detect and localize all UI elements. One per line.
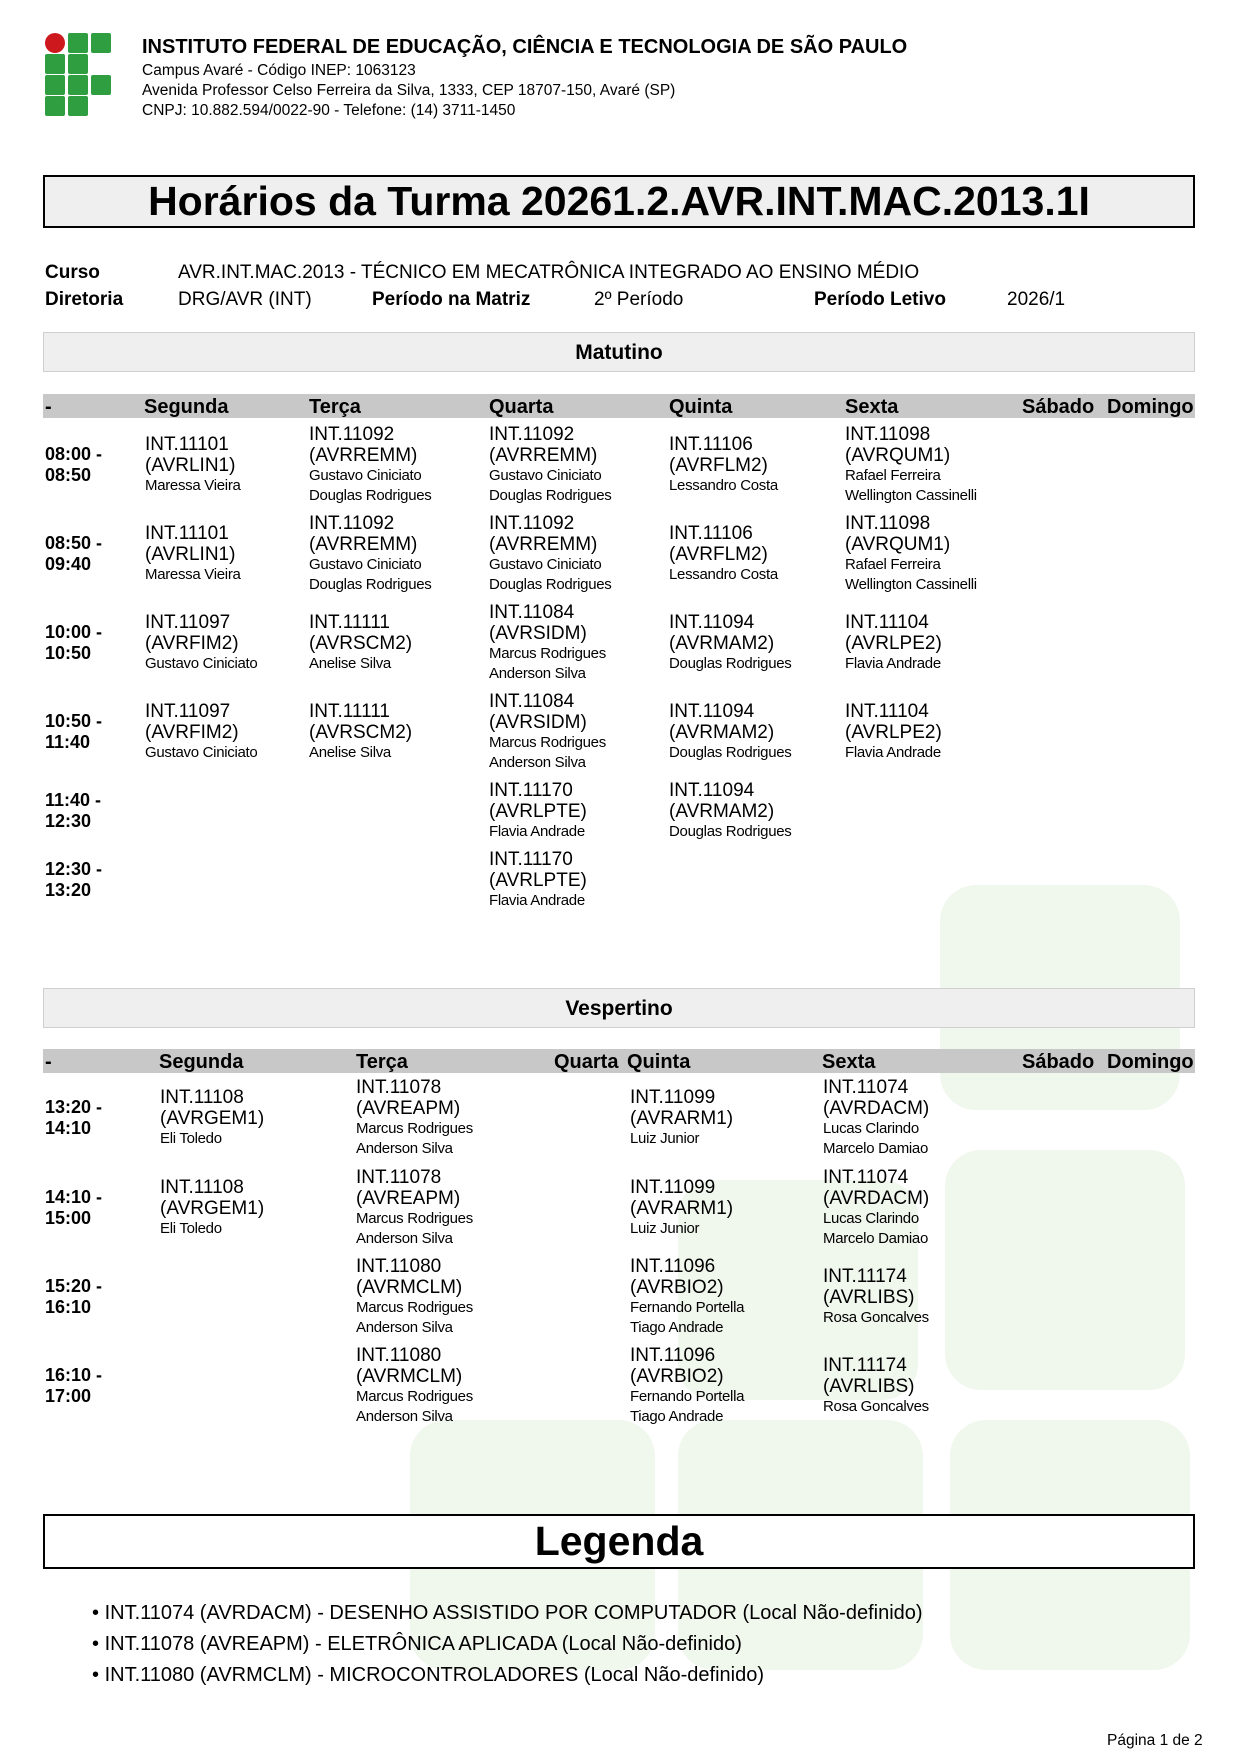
subject-group: (AVRREMM) [489,445,598,466]
teacher-name: Lessandro Costa [669,477,778,494]
teacher-name: Gustavo Ciniciato [145,744,258,761]
subject-code: INT.11097 [145,701,231,722]
teacher-name: Rafael Ferreira [845,467,941,484]
teacher-name: Douglas Rodrigues [309,487,432,504]
subject-code: INT.11074 [823,1167,909,1188]
subject-group: (AVRSCM2) [309,722,413,743]
class-slot [145,612,257,674]
subject-code: INT.11096 [630,1345,716,1366]
teacher-name: Anderson Silva [356,1408,453,1425]
time-slot: 10:00 - 10:50 [45,622,103,663]
matutino-title: Matutino [43,332,1195,372]
legend-item: • INT.11078 (AVREAPM) - ELETRÔNICA APLICADA (Local Não-definido) [92,1633,742,1655]
class-slot [489,513,611,595]
time-slot: 14:10 - 15:00 [45,1187,103,1228]
subject-group: (AVRFLM2) [669,544,768,565]
header-cell: Sexta [822,1051,876,1073]
subject-group: (AVRQUM1) [845,445,951,466]
teacher-name: Douglas Rodrigues [489,487,612,504]
class-slot [669,434,778,496]
header-cell: Quinta [627,1051,691,1073]
curso-value: AVR.INT.MAC.2013 - TÉCNICO EM MECATRÔNICA INTEGRADO AO ENSINO MÉDIO [178,262,920,283]
address-line: Avenida Professor Celso Ferreira da Silva, 1333, CEP 18707-150, Avaré (SP) [142,82,676,99]
subject-group: (AVRLPE2) [845,722,942,743]
header-cell: Terça [356,1051,408,1073]
teacher-name: Lucas Clarindo [823,1120,919,1137]
header-cell: - [45,1051,52,1073]
class-slot [356,1256,473,1338]
time-slot: 16:10 - 17:00 [45,1365,103,1406]
class-slot [160,1087,264,1149]
teacher-name: Marcus Rodrigues [356,1120,473,1137]
teacher-name: Gustavo Ciniciato [309,467,422,484]
subject-group: (AVRREMM) [309,534,418,555]
subject-group: (AVRDACM) [823,1188,930,1209]
subject-code: INT.11080 [356,1345,442,1366]
subject-code: INT.11084 [489,691,575,712]
teacher-name: Marcus Rodrigues [489,645,606,662]
teacher-name: Anderson Silva [356,1319,453,1336]
teacher-name: Marcelo Damiao [823,1230,929,1247]
subject-code: INT.11111 [309,701,390,722]
class-slot [309,701,412,763]
legend-title: Legenda [43,1514,1195,1569]
teacher-name: Anderson Silva [356,1140,453,1157]
class-slot [309,513,431,595]
teacher-name: Marcus Rodrigues [489,734,606,751]
teacher-name: Gustavo Ciniciato [309,556,422,573]
teacher-name: Marcus Rodrigues [356,1210,473,1227]
subject-group: (AVRLIN1) [145,544,236,565]
diretoria-label: Diretoria [45,289,124,310]
subject-group: (AVRSIDM) [489,712,587,733]
class-slot [669,780,791,842]
subject-group: (AVRQUM1) [845,534,951,555]
subject-code: INT.11101 [145,434,229,455]
header-cell: Sábado [1022,396,1095,418]
subject-code: INT.11092 [309,424,395,445]
class-slot [630,1345,744,1427]
subject-code: INT.11092 [489,513,575,534]
teacher-name: Lucas Clarindo [823,1210,919,1227]
subject-code: INT.11108 [160,1177,244,1198]
subject-code: INT.11101 [145,523,229,544]
header-cell: Quarta [554,1051,619,1073]
subject-code: INT.11084 [489,602,575,623]
class-slot [669,523,778,585]
subject-group: (AVRARM1) [630,1198,734,1219]
subject-code: INT.11080 [356,1256,442,1277]
header-cell: Terça [309,396,361,418]
subject-code: INT.11092 [489,424,575,445]
subject-group: (AVREAPM) [356,1188,461,1209]
teacher-name: Douglas Rodrigues [669,655,792,672]
subject-group: (AVRBIO2) [630,1366,724,1387]
subject-group: (AVRMCLM) [356,1366,463,1387]
subject-group: (AVRSCM2) [309,633,413,654]
subject-group: (AVRFIM2) [145,722,239,743]
teacher-name: Marcus Rodrigues [356,1388,473,1405]
teacher-name: Marcus Rodrigues [356,1299,473,1316]
class-slot [145,701,257,763]
diretoria-value: DRG/AVR (INT) [178,289,312,310]
header-cell: Segunda [159,1051,244,1073]
header-cell: Quinta [669,396,733,418]
subject-code: INT.11111 [309,612,390,633]
subject-code: INT.11099 [630,1087,716,1108]
teacher-name: Luiz Junior [630,1220,700,1237]
subject-group: (AVRARM1) [630,1108,734,1129]
class-slot [823,1077,929,1159]
teacher-name: Flavia Andrade [845,655,941,672]
subject-group: (AVRFLM2) [669,455,768,476]
teacher-name: Gustavo Ciniciato [489,556,602,573]
subject-code: INT.11170 [489,849,573,870]
subject-group: (AVRREMM) [309,445,418,466]
subject-group: (AVRLIBS) [823,1287,915,1308]
time-slot: 10:50 - 11:40 [45,711,103,752]
time-slot: 12:30 - 13:20 [45,859,103,900]
subject-code: INT.11094 [669,612,755,633]
header-cell: - [45,396,52,418]
class-slot [160,1177,264,1239]
subject-code: INT.11097 [145,612,231,633]
teacher-name: Douglas Rodrigues [309,576,432,593]
teacher-name: Wellington Cassinelli [845,576,977,593]
subject-code: INT.11104 [845,701,929,722]
teacher-name: Marcelo Damiao [823,1140,929,1157]
teacher-name: Anderson Silva [356,1230,453,1247]
teacher-name: Anelise Silva [309,655,391,672]
class-slot [823,1355,929,1417]
subject-group: (AVRGEM1) [160,1198,265,1219]
subject-code: INT.11106 [669,434,753,455]
teacher-name: Rafael Ferreira [845,556,941,573]
teacher-name: Douglas Rodrigues [489,576,612,593]
teacher-name: Flavia Andrade [489,823,585,840]
teacher-name: Anderson Silva [489,754,586,771]
subject-code: INT.11098 [845,424,931,445]
subject-group: (AVRMCLM) [356,1277,463,1298]
subject-group: (AVREAPM) [356,1098,461,1119]
periodo-letivo-label: Período Letivo [814,289,946,310]
subject-group: (AVRMAM2) [669,633,775,654]
subject-code: INT.11104 [845,612,929,633]
class-slot [823,1167,929,1249]
teacher-name: Fernando Portella [630,1388,745,1405]
class-slot [489,780,587,842]
class-slot [356,1077,473,1159]
class-slot [845,424,977,506]
legend-item: • INT.11080 (AVRMCLM) - MICROCONTROLADORES (Local Não-definido) [92,1664,764,1686]
matutino-header-row [43,394,1195,418]
teacher-name: Gustavo Ciniciato [489,467,602,484]
subject-group: (AVRREMM) [489,534,598,555]
ifsp-logo-icon [45,33,111,117]
class-slot [845,612,942,674]
teacher-name: Gustavo Ciniciato [145,655,258,672]
subject-group: (AVRLPTE) [489,801,587,822]
subject-group: (AVRSIDM) [489,623,587,644]
subject-code: INT.11092 [309,513,395,534]
legend-item: • INT.11074 (AVRDACM) - DESENHO ASSISTIDO POR COMPUTADOR (Local Não-definido) [92,1602,923,1624]
subject-group: (AVRDACM) [823,1098,930,1119]
header-cell: Segunda [144,396,229,418]
class-slot [489,691,606,773]
page-title: Horários da Turma 20261.2.AVR.INT.MAC.2013.1I [43,175,1195,228]
subject-group: (AVRMAM2) [669,801,775,822]
teacher-name: Luiz Junior [630,1130,700,1147]
header-cell: Quarta [489,396,554,418]
time-slot: 08:50 - 09:40 [45,533,103,574]
teacher-name: Rosa Goncalves [823,1398,929,1415]
curso-label: Curso [45,262,100,283]
subject-group: (AVRFIM2) [145,633,239,654]
subject-code: INT.11096 [630,1256,716,1277]
periodo-matriz-value: 2º Período [594,289,684,310]
class-slot [309,424,431,506]
vespertino-title: Vespertino [43,988,1195,1028]
class-slot [356,1345,473,1427]
teacher-name: Douglas Rodrigues [669,823,792,840]
teacher-name: Anderson Silva [489,665,586,682]
header-cell: Domingo [1107,396,1194,418]
header-cell: Sábado [1022,1051,1095,1073]
periodo-letivo-value: 2026/1 [1007,289,1066,310]
subject-code: INT.11099 [630,1177,716,1198]
subject-group: (AVRLIN1) [145,455,236,476]
page-number: Página 1 de 2 [1107,1732,1203,1749]
teacher-name: Eli Toledo [160,1220,222,1237]
subject-code: INT.11094 [669,780,755,801]
time-slot: 08:00 - 08:50 [45,444,103,485]
vespertino-header-row [43,1049,1195,1073]
institution-name: INSTITUTO FEDERAL DE EDUCAÇÃO, CIÊNCIA E TECNOLOGIA DE SÃO PAULO [142,36,908,58]
header-cell: Sexta [845,396,899,418]
teacher-name: Maressa Vieira [145,566,241,583]
watermark-shape [945,1150,1185,1390]
class-slot [309,612,412,674]
teacher-name: Anelise Silva [309,744,391,761]
subject-group: (AVRGEM1) [160,1108,265,1129]
subject-group: (AVRLIBS) [823,1376,915,1397]
teacher-name: Flavia Andrade [489,892,585,909]
class-slot [145,434,241,496]
cnpj-line: CNPJ: 10.882.594/0022-90 - Telefone: (14) 3711-1450 [142,102,516,119]
subject-code: INT.11108 [160,1087,244,1108]
class-slot [489,602,606,684]
class-slot [630,1177,733,1239]
subject-code: INT.11174 [823,1266,907,1287]
header-cell: Domingo [1107,1051,1194,1073]
subject-code: INT.11078 [356,1167,442,1188]
teacher-name: Fernando Portella [630,1299,745,1316]
subject-code: INT.11170 [489,780,573,801]
class-slot [145,523,241,585]
teacher-name: Douglas Rodrigues [669,744,792,761]
subject-code: INT.11098 [845,513,931,534]
subject-group: (AVRLPE2) [845,633,942,654]
teacher-name: Lessandro Costa [669,566,778,583]
teacher-name: Rosa Goncalves [823,1309,929,1326]
periodo-matriz-label: Período na Matriz [372,289,531,310]
class-slot [845,701,942,763]
subject-code: INT.11106 [669,523,753,544]
time-slot: 11:40 - 12:30 [45,790,102,831]
time-slot: 15:20 - 16:10 [45,1276,103,1317]
class-slot [489,424,611,506]
subject-code: INT.11078 [356,1077,442,1098]
class-slot [630,1087,733,1149]
teacher-name: Wellington Cassinelli [845,487,977,504]
teacher-name: Maressa Vieira [145,477,241,494]
teacher-name: Tiago Andrade [630,1408,724,1425]
subject-code: INT.11094 [669,701,755,722]
class-slot [356,1167,473,1249]
teacher-name: Eli Toledo [160,1130,222,1147]
class-slot [669,612,791,674]
subject-group: (AVRMAM2) [669,722,775,743]
campus-line: Campus Avaré - Código INEP: 1063123 [142,62,416,79]
subject-code: INT.11074 [823,1077,909,1098]
class-slot [845,513,977,595]
subject-group: (AVRBIO2) [630,1277,724,1298]
teacher-name: Tiago Andrade [630,1319,724,1336]
subject-group: (AVRLPTE) [489,870,587,891]
teacher-name: Flavia Andrade [845,744,941,761]
time-slot: 13:20 - 14:10 [45,1097,103,1138]
class-slot [669,701,791,763]
class-slot [823,1266,929,1328]
class-slot [630,1256,744,1338]
class-slot [489,849,587,911]
subject-code: INT.11174 [823,1355,907,1376]
